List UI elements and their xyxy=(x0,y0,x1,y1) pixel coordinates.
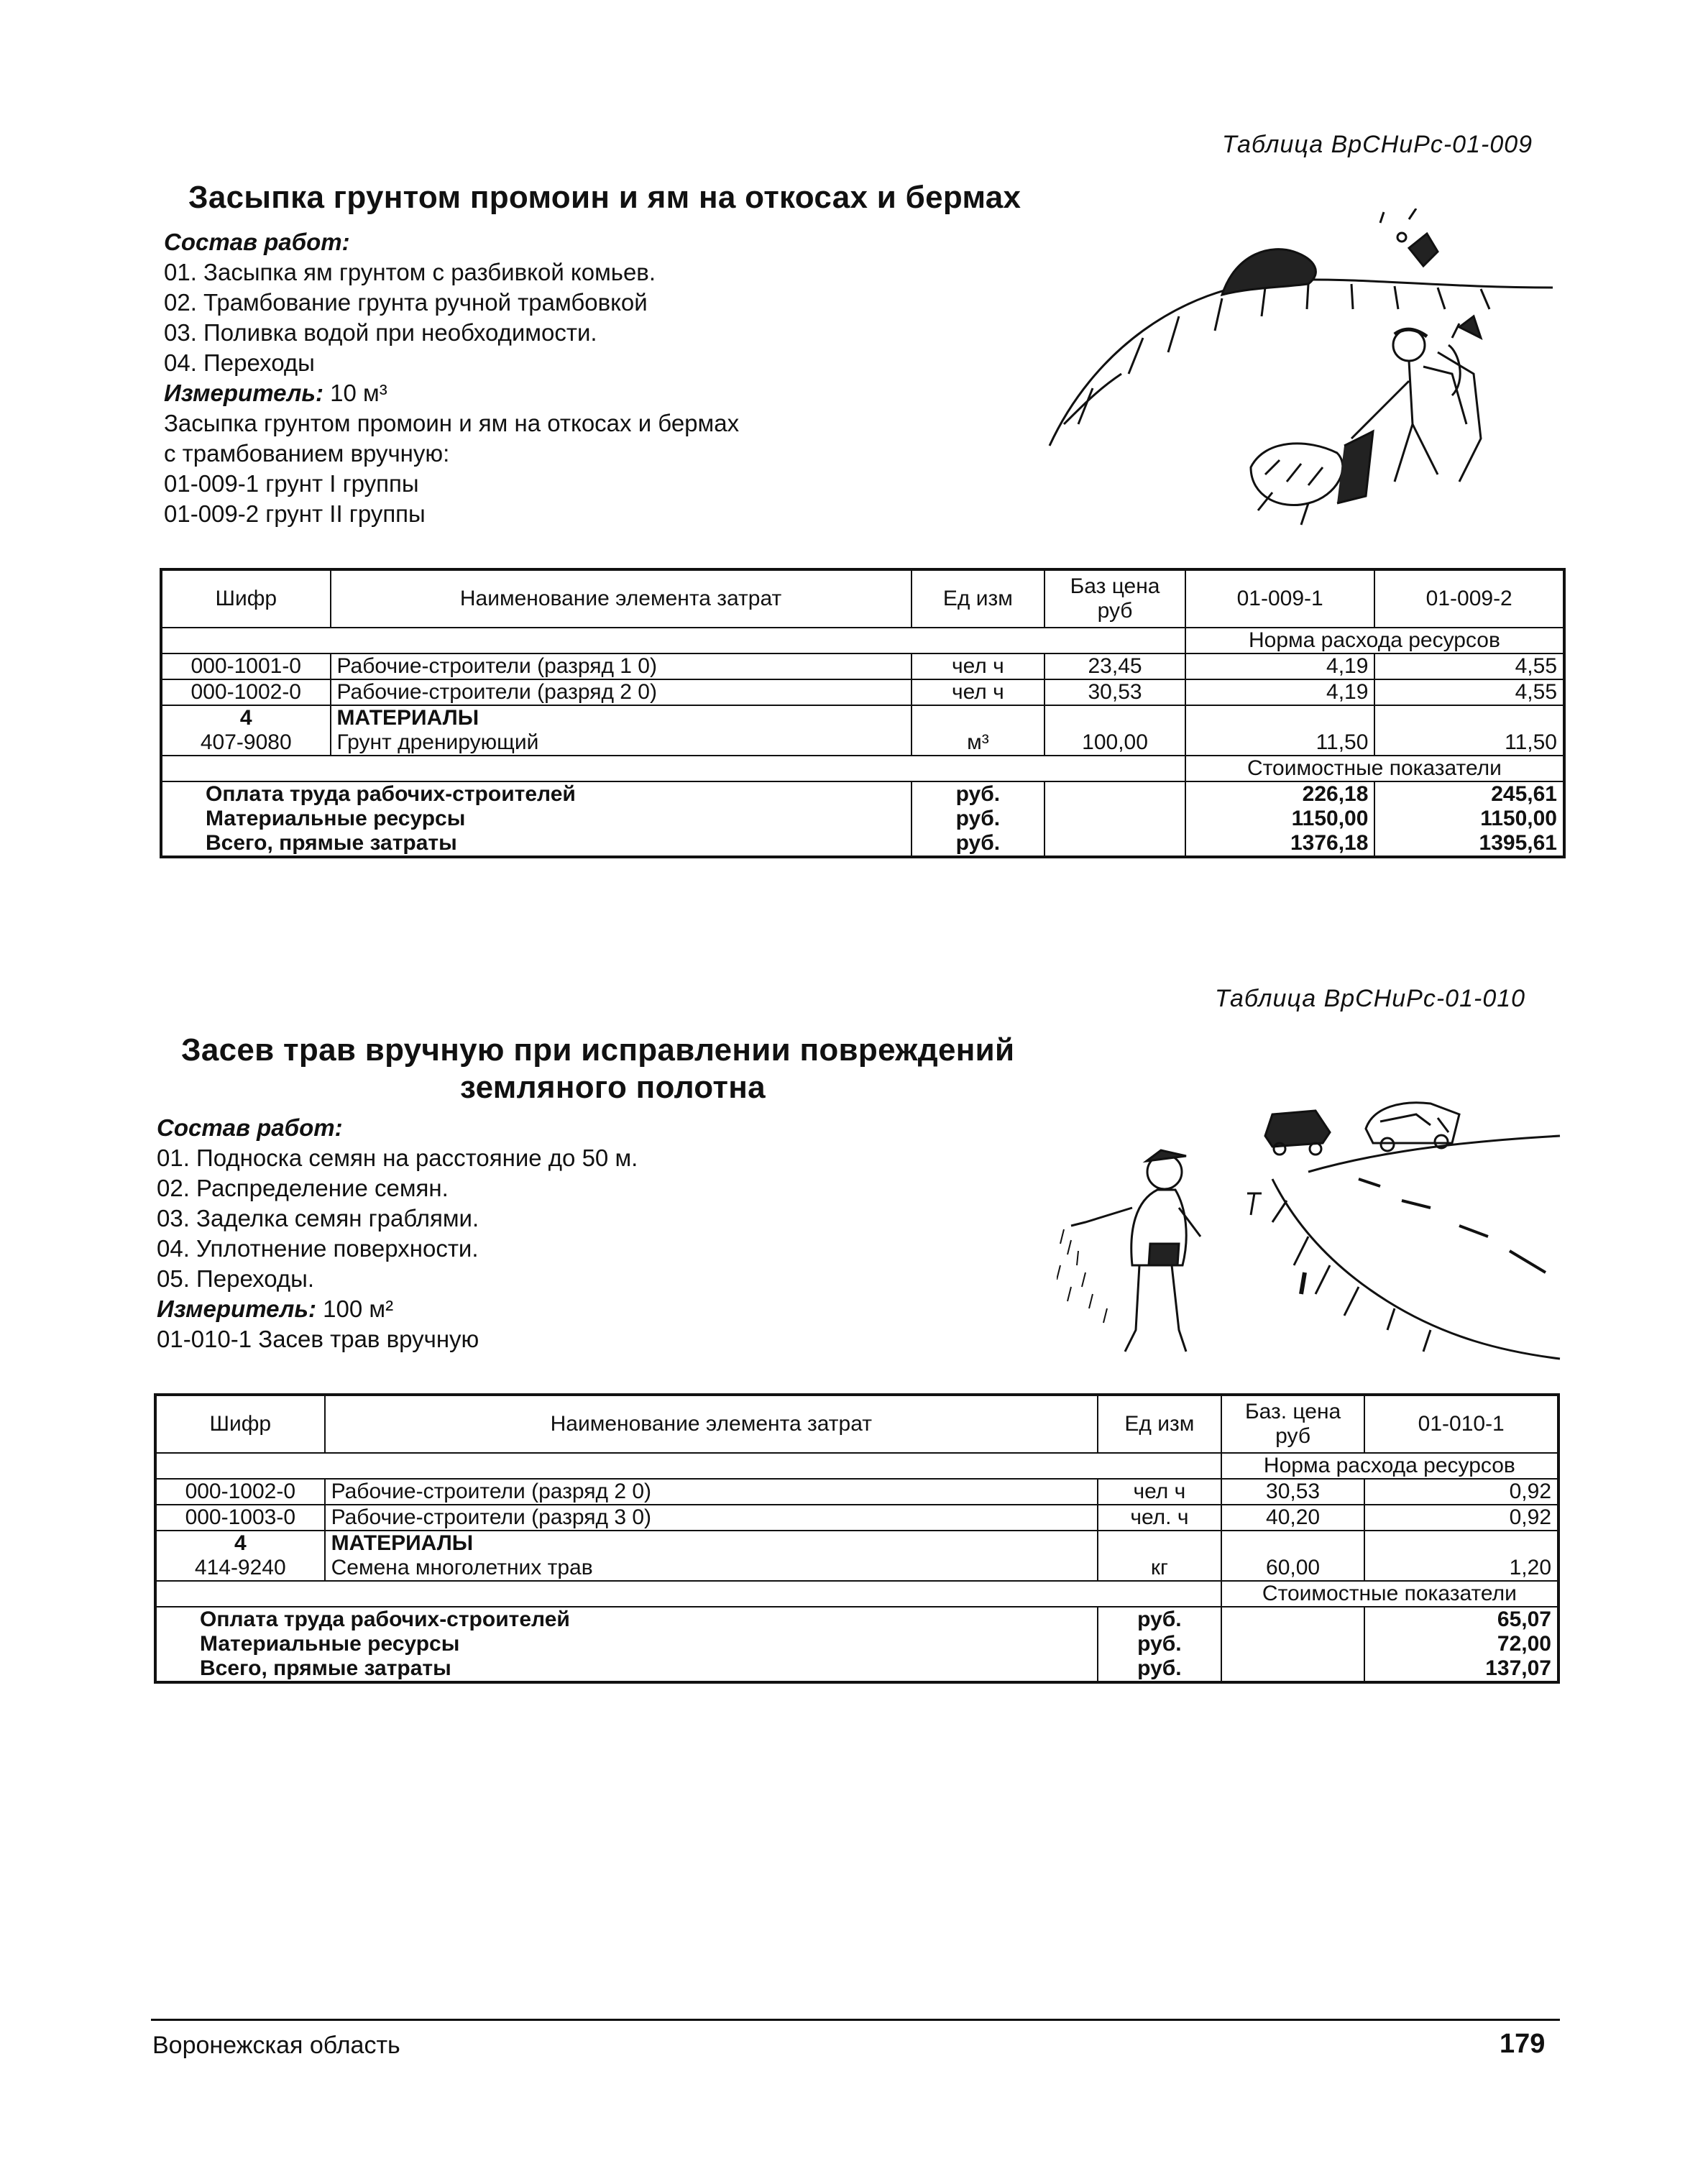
work-step: 02. Распределение семян. xyxy=(157,1175,449,1201)
norm-header: Норма расхода ресурсов xyxy=(1185,628,1564,653)
cost-value: 72,00 xyxy=(1497,1632,1551,1656)
table-row xyxy=(155,1531,1558,1581)
cell-price: 40,20 xyxy=(1221,1505,1365,1531)
meter-value: 100 м² xyxy=(323,1295,394,1322)
resource-table-01-010 xyxy=(154,1393,1560,1684)
cost-value: 226,18 xyxy=(1302,782,1369,806)
cost-header: Стоимостные показатели xyxy=(1185,756,1564,781)
cost-value: 1395,61 xyxy=(1479,831,1557,855)
footer-divider xyxy=(151,2019,1560,2021)
table-label-01-009: Таблица ВрСНиРс-01-009 xyxy=(1222,131,1533,158)
cell-name: Рабочие-строители (разряд 2 0) xyxy=(325,1479,1098,1505)
meter-label: Измеритель: xyxy=(164,380,323,406)
material-code: 414-9240 xyxy=(194,1556,286,1579)
cost-unit: руб. xyxy=(1137,1632,1182,1656)
norm-header: Норма расхода ресурсов xyxy=(1221,1453,1558,1479)
table-row xyxy=(161,653,1564,679)
work-step: 05. Переходы. xyxy=(157,1265,314,1292)
cell-unit: м³ xyxy=(912,705,1045,756)
meter-value: 10 м³ xyxy=(330,380,387,406)
resource-table-01-009 xyxy=(160,568,1566,858)
composition-label: Состав работ: xyxy=(157,1114,343,1141)
work-step: 04. Уплотнение поверхности. xyxy=(157,1235,479,1262)
cell-unit: чел. ч xyxy=(1098,1505,1221,1531)
cost-value: 1376,18 xyxy=(1290,831,1369,855)
work-step: 03. Заделка семян граблями. xyxy=(157,1205,479,1232)
description-line: Засыпка грунтом промоин и ям на откосах и бермах xyxy=(164,410,740,436)
cost-label: Всего, прямые затраты xyxy=(206,831,457,855)
material-code: 407-9080 xyxy=(200,730,292,754)
cell-value: 4,19 xyxy=(1185,653,1375,679)
table-row xyxy=(161,705,1564,756)
cost-label: Материальные ресурсы xyxy=(206,807,466,830)
cell-code: 000-1001-0 xyxy=(161,653,331,679)
cost-label: Оплата труда рабочих-строителей xyxy=(206,782,576,806)
work-step: 03. Поливка водой при необходимости. xyxy=(164,319,597,346)
cell-price: 60,00 xyxy=(1221,1531,1365,1581)
cost-value: 1150,00 xyxy=(1480,807,1557,830)
cell-price: 30,53 xyxy=(1221,1479,1365,1505)
col-header-norm-1: 01-010-1 xyxy=(1364,1395,1558,1453)
meter-label: Измеритель: xyxy=(157,1295,316,1322)
cell-code: 000-1003-0 xyxy=(155,1505,325,1531)
cost-unit: руб. xyxy=(955,807,1001,830)
cell-value: 11,50 xyxy=(1185,705,1375,756)
cost-value: 245,61 xyxy=(1491,782,1557,806)
cost-value: 137,07 xyxy=(1485,1656,1551,1680)
work-step: 02. Трамбование грунта ручной трамбовкой xyxy=(164,289,648,316)
code-line: 01-010-1 Засев трав вручную xyxy=(157,1326,479,1352)
description-line: с трамбованием вручную: xyxy=(164,440,450,467)
cost-label: Оплата труда рабочих-строителей xyxy=(200,1607,570,1631)
code-line: 01-009-1 грунт I группы xyxy=(164,470,419,497)
slope-workers-illustration xyxy=(1035,208,1567,554)
cell-name: Рабочие-строители (разряд 2 0) xyxy=(331,679,912,705)
cell-value: 1,20 xyxy=(1364,1531,1558,1581)
cell-value: 11,50 xyxy=(1374,705,1564,756)
cost-unit: руб. xyxy=(955,831,1001,855)
cell-code xyxy=(155,1531,325,1581)
cell-value: 0,92 xyxy=(1364,1479,1558,1505)
cell-name: Рабочие-строители (разряд 1 0) xyxy=(331,653,912,679)
cost-label: Материальные ресурсы xyxy=(200,1632,460,1656)
col-header-norm-2: 01-009-2 xyxy=(1374,569,1564,628)
section2-title-line2: земляного полотна xyxy=(460,1070,766,1105)
cost-value: 1150,00 xyxy=(1291,807,1369,830)
cost-value: 65,07 xyxy=(1497,1607,1551,1631)
page-number: 179 xyxy=(1500,2029,1546,2059)
col-header-unit: Ед изм xyxy=(912,569,1045,628)
cell-price: 30,53 xyxy=(1044,679,1185,705)
cost-label: Всего, прямые затраты xyxy=(200,1656,451,1680)
materials-code: 4 xyxy=(239,706,252,730)
cell-value: 4,55 xyxy=(1374,679,1564,705)
cell-value: 4,19 xyxy=(1185,679,1375,705)
material-name: Семена многолетних трав xyxy=(331,1556,593,1579)
cell-price: 100,00 xyxy=(1044,705,1185,756)
table-row xyxy=(155,1505,1558,1531)
col-header-name: Наименование элемента затрат xyxy=(325,1395,1098,1453)
col-header-code: Шифр xyxy=(155,1395,325,1453)
seeding-worker-illustration xyxy=(1057,1100,1574,1373)
cell-unit: чел ч xyxy=(912,653,1045,679)
materials-label: МАТЕРИАЛЫ xyxy=(331,1531,474,1555)
section1-title: Засыпка грунтом промоин и ям на откосах и бермах xyxy=(188,180,1021,215)
table-label-01-010: Таблица ВрСНиРс-01-010 xyxy=(1215,985,1526,1012)
cost-unit: руб. xyxy=(955,782,1001,806)
materials-code: 4 xyxy=(234,1531,247,1555)
cell-unit: чел ч xyxy=(912,679,1045,705)
cell-unit: кг xyxy=(1098,1531,1221,1581)
cost-header: Стоимостные показатели xyxy=(1221,1581,1558,1607)
cell-code: 000-1002-0 xyxy=(161,679,331,705)
code-line: 01-009-2 грунт II группы xyxy=(164,500,426,527)
work-step: 01. Засыпка ям грунтом с разбивкой комьев. xyxy=(164,259,656,285)
cost-unit: руб. xyxy=(1137,1607,1182,1631)
col-header-name: Наименование элемента затрат xyxy=(331,569,912,628)
col-header-unit: Ед изм xyxy=(1098,1395,1221,1453)
cell-code xyxy=(161,705,331,756)
cost-rows xyxy=(155,1607,1558,1682)
material-name: Грунт дренирующий xyxy=(336,730,539,754)
footer-region: Воронежская область xyxy=(152,2032,400,2059)
col-header-base-price: Баз цена руб xyxy=(1044,569,1185,628)
table-row xyxy=(161,679,1564,705)
work-step: 04. Переходы xyxy=(164,349,315,376)
col-header-base-price: Баз. цена руб xyxy=(1221,1395,1365,1453)
work-step: 01. Подноска семян на расстояние до 50 м. xyxy=(157,1145,638,1171)
cell-value: 4,55 xyxy=(1374,653,1564,679)
section2-title-line1: Засев трав вручную при исправлении повреждений xyxy=(181,1032,1015,1068)
cell-code: 000-1002-0 xyxy=(155,1479,325,1505)
materials-label: МАТЕРИАЛЫ xyxy=(336,706,479,730)
cell-value: 0,92 xyxy=(1364,1505,1558,1531)
col-header-code: Шифр xyxy=(161,569,331,628)
table-row xyxy=(155,1479,1558,1505)
cell-unit: чел ч xyxy=(1098,1479,1221,1505)
col-header-norm-1: 01-009-1 xyxy=(1185,569,1375,628)
cost-rows xyxy=(161,781,1564,857)
composition-label: Состав работ: xyxy=(164,229,350,255)
cell-name: Рабочие-строители (разряд 3 0) xyxy=(325,1505,1098,1531)
cost-unit: руб. xyxy=(1137,1656,1182,1680)
cell-price: 23,45 xyxy=(1044,653,1185,679)
